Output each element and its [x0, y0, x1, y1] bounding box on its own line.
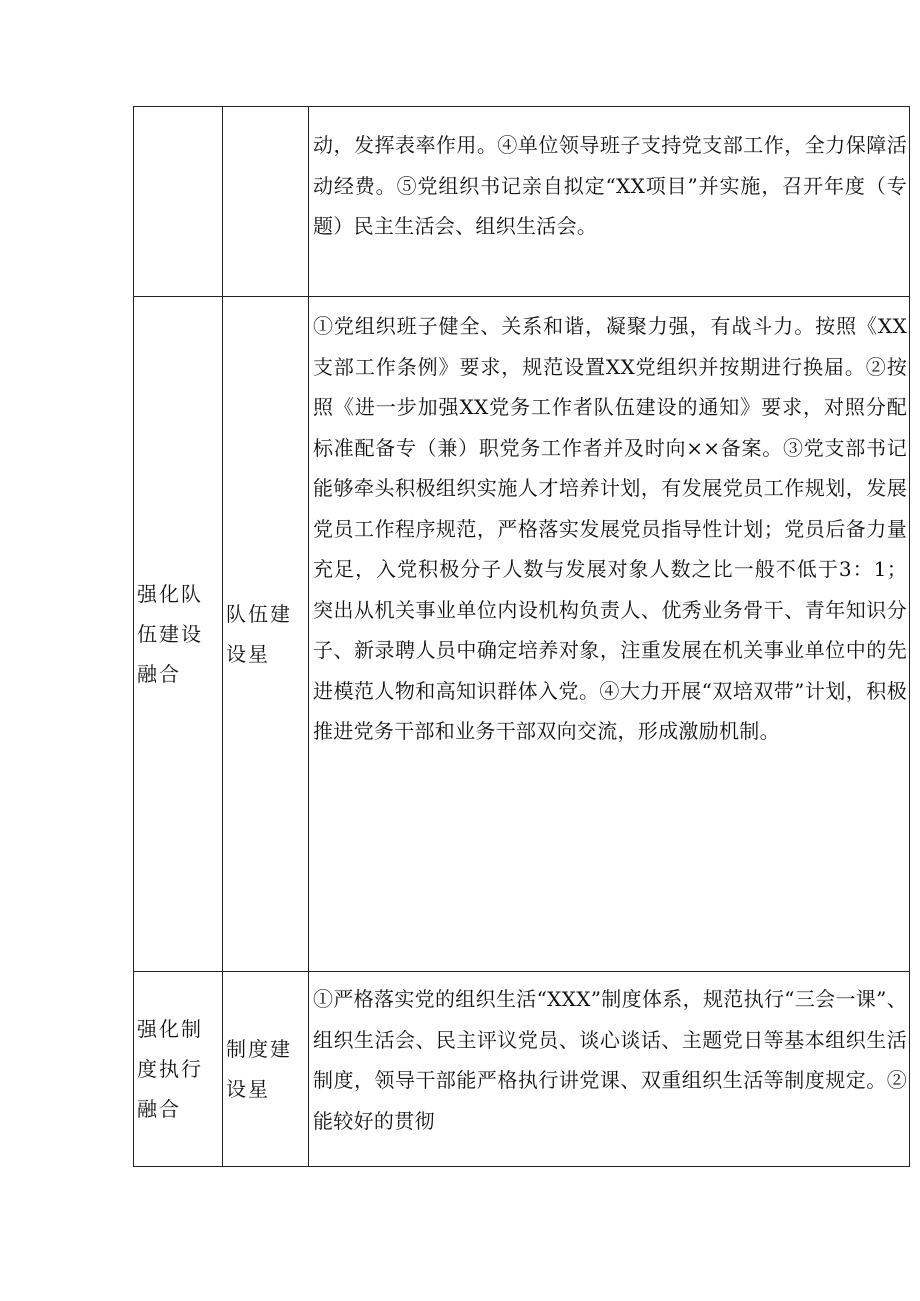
evaluation-table: [133, 106, 910, 1167]
table-row: [134, 297, 910, 972]
category-label: 强化制度执行融合: [137, 1017, 203, 1121]
star-label: 队伍建设星: [226, 602, 292, 666]
content-text: ①党组织班子健全、关系和谐，凝聚力强，有战斗力。按照《XX支部工作条例》要求，规范设置XX党组织并按期进行换届。②按照《进一步加强XX党务工作者队伍建设的通知》要求，对照分配标准配备专（兼）职党务工作者并及时向××备案。③党支部书记能够牵头积极组织实施人才培养计划，有发展党员工作规划，发展党员工作程序规范，严格落实发展党员指导性计划；党员后备力量充足，入党积极分子人数与发展对象人数之比一般不低于3：1；突出从机关事业单位内设机构负责人、优秀业务骨干、青年知识分子、新录聘人员中确定培养对象，注重发展在机关事业单位中的先进模范人物和高知识群体入党。④大力开展“双培双带”计划，积极推进党务干部和业务干部双向交流，形成激励机制。: [313, 314, 907, 743]
table-row: [134, 107, 910, 297]
content-cell: [309, 297, 910, 972]
category-cell: [134, 297, 223, 972]
category-cell: [134, 972, 223, 1167]
table-row: [134, 972, 910, 1167]
star-cell: [223, 107, 309, 297]
content-cell: [309, 972, 910, 1167]
content-cell: [309, 107, 910, 297]
content-text: ①严格落实党的组织生活“XXX”制度体系，规范执行“三会一课”、组织生活会、民主评议党员、谈心谈话、主题党日等基本组织生活制度，领导干部能严格执行讲党课、双重组织生活等制度规定。②能较好的贯彻: [313, 987, 907, 1133]
star-cell: [223, 297, 309, 972]
star-cell: [223, 972, 309, 1167]
content-text: 动，发挥表率作用。④单位领导班子支持党支部工作，全力保障活动经费。⑤党组织书记亲自拟定“XX项目”并实施，召开年度（专题）民主生活会、组织生活会。: [313, 133, 907, 238]
star-label: 制度建设星: [226, 1037, 292, 1101]
category-label: 强化队伍建设融合: [137, 582, 203, 686]
category-cell: [134, 107, 223, 297]
